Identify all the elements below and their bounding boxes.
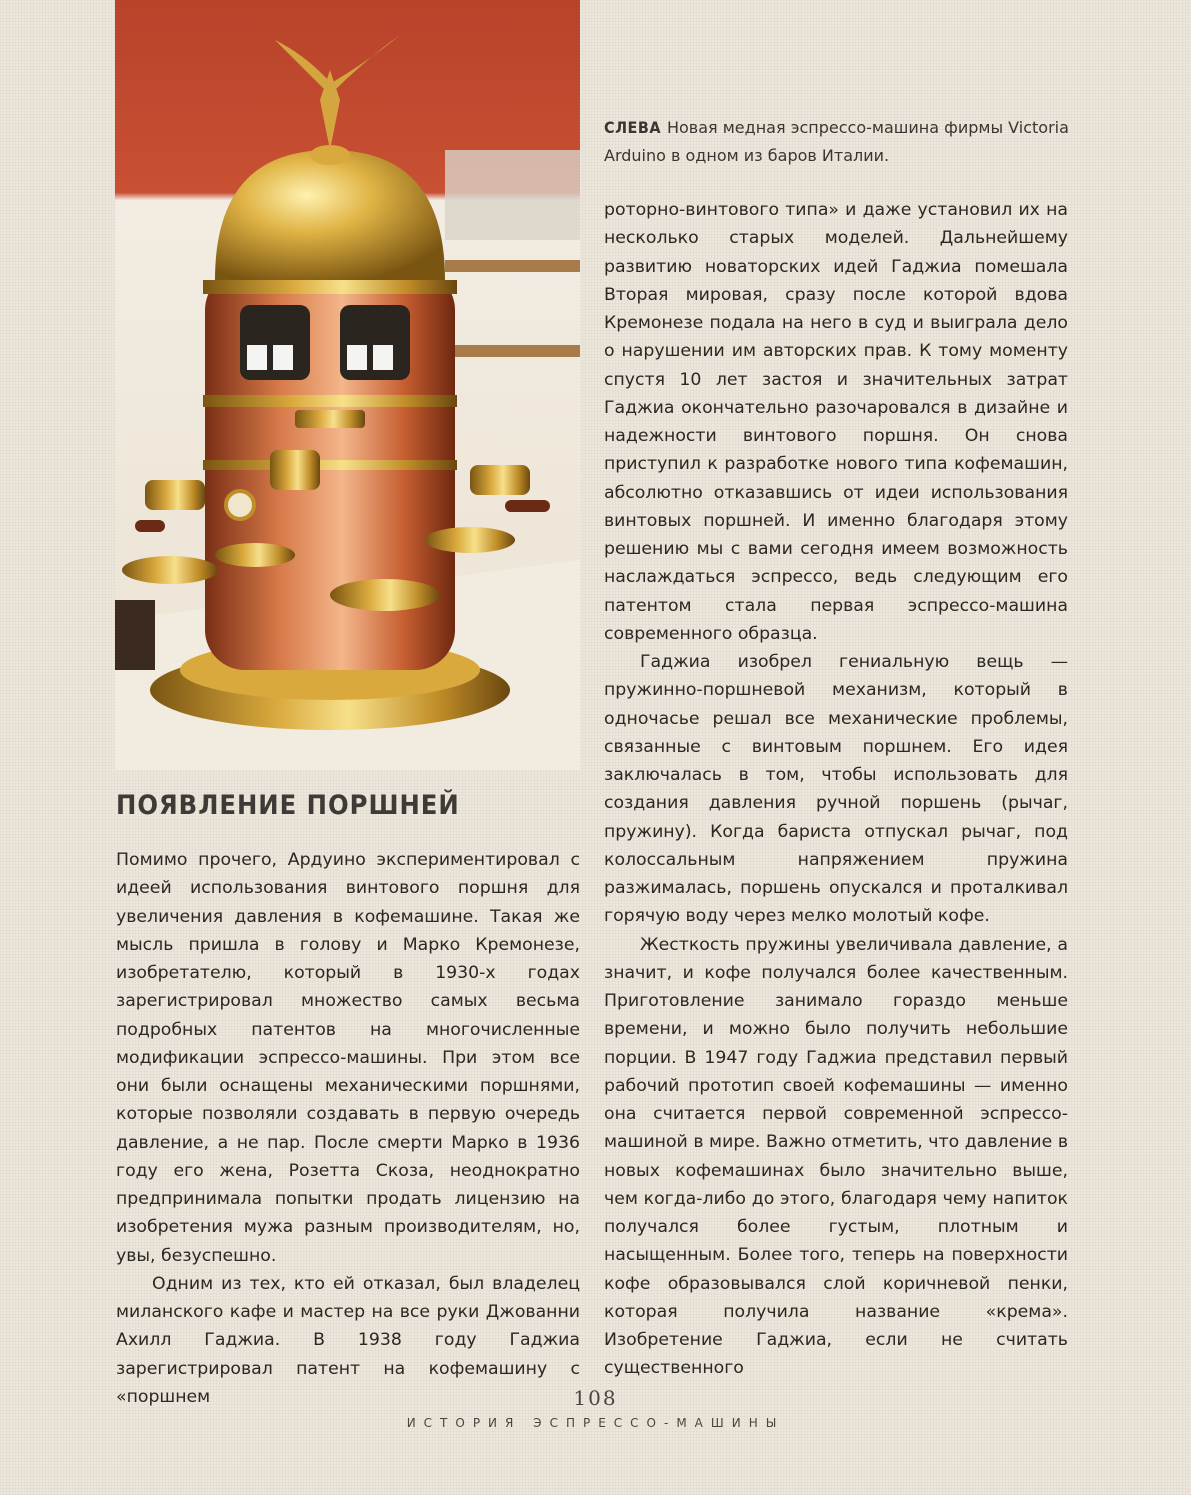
caption-label: СЛЕВА (604, 118, 661, 137)
paragraph: роторно-винтового типа» и даже установил их на несколько старых моделей. Дальнейшему развитию новаторских идей Гаджиа помешала Вторая мировая, сразу после которой вдова Кремонезе подала на него в суд и выиграла дело о нарушении им авторских прав. К тому моменту спустя 10 лет застоя и значительных затрат Гаджиа окончательно разочаровался в дизайне и надежности винтового поршня. Он снова приступил к разработке нового типа кофемашин, абсолютно отказавшись от идеи использования винтовых поршней. И именно благодаря этому решению мы с вами сегодня имеем возможность наслаждаться эспрессо, ведь следующим его патентом стала первая эспрессо-машина современного образца. (604, 200, 1068, 644)
page-number: 108 (573, 1386, 618, 1410)
paragraph: Жесткость пружины увеличивала давление, а значит, и кофе получался более качественным. Приготовление занимало гораздо меньше времени, и можно было получить небольшие порции. В 1947 году Гаджиа представил первый рабочий прототип своей кофемашины — именно она считается первой современной эспрессо-машиной в мире. Важно отметить, что давление в новых кофемашинах было значительно выше, чем когда-либо до этого, благодаря чему напиток получался более густым, плотным и насыщенным. Более того, теперь на поверхности кофе образовывался слой коричневой пенки, которая получила название «крема». Изобретение Гаджиа, если не считать существенного (604, 934, 1068, 1379)
paragraph: Одним из тех, кто ей отказал, был владелец миланского кафе и мастер на все руки Джованни Ахилл Гаджиа. В 1938 году Гаджиа зарегистрировал патент на кофемашину с «поршнем (116, 1273, 580, 1407)
espresso-machine-photo (115, 0, 580, 770)
paragraph: Помимо прочего, Ардуино экспериментировал с идеей использования винтового поршня для увеличения давления в кофемашине. Такая же мысль пришла в голову и Марко Кремонезе, изобретателю, который в 1930-х годах зарегистрировал множество самых весьма подробных патентов на многочисленные модификации эспрессо-машины. При этом все они были оснащены механическими поршнями, которые позволяли создавать в первую очередь давление, а не пар. После смерти Марко в 1936 году его жена, Розетта Скоза, неоднократно предпринимала попытки продать лицензию на изобретения мужа разным производителям, но, увы, безуспешно. (116, 850, 580, 1266)
knockbox (115, 600, 155, 670)
running-footer: ИСТОРИЯ ЭСПРЕССО-МАШИНЫ (406, 1416, 785, 1430)
wooden-shelf-lower (445, 345, 580, 357)
paragraph: Гаджиа изобрел гениальную вещь — пружинно-поршневой механизм, который в одночасье решал все механические проблемы, связанные с винтовым поршнем. Его идея заключалась в том, чтобы использовать для создания давления ручной поршень (рычаг, пружину). Когда бариста отпускал рычаг, под колоссальным напряжением пружина разжималась, поршень опускался и проталкивал горячую воду через мелко молотый кофе. (604, 652, 1068, 927)
left-text-column (116, 846, 580, 1411)
wooden-shelf (445, 260, 580, 272)
brand-plate (295, 410, 365, 428)
right-text-column (604, 196, 1068, 1383)
photo-caption (604, 114, 1074, 170)
pressure-gauge (226, 491, 254, 519)
glass-shelf (445, 150, 580, 240)
caption-text: Новая медная эспрессо-машина фирмы Victoria Arduino в одном из баров Италии. (604, 118, 1069, 165)
section-heading: ПОЯВЛЕНИЕ ПОРШНЕЙ (116, 790, 460, 821)
